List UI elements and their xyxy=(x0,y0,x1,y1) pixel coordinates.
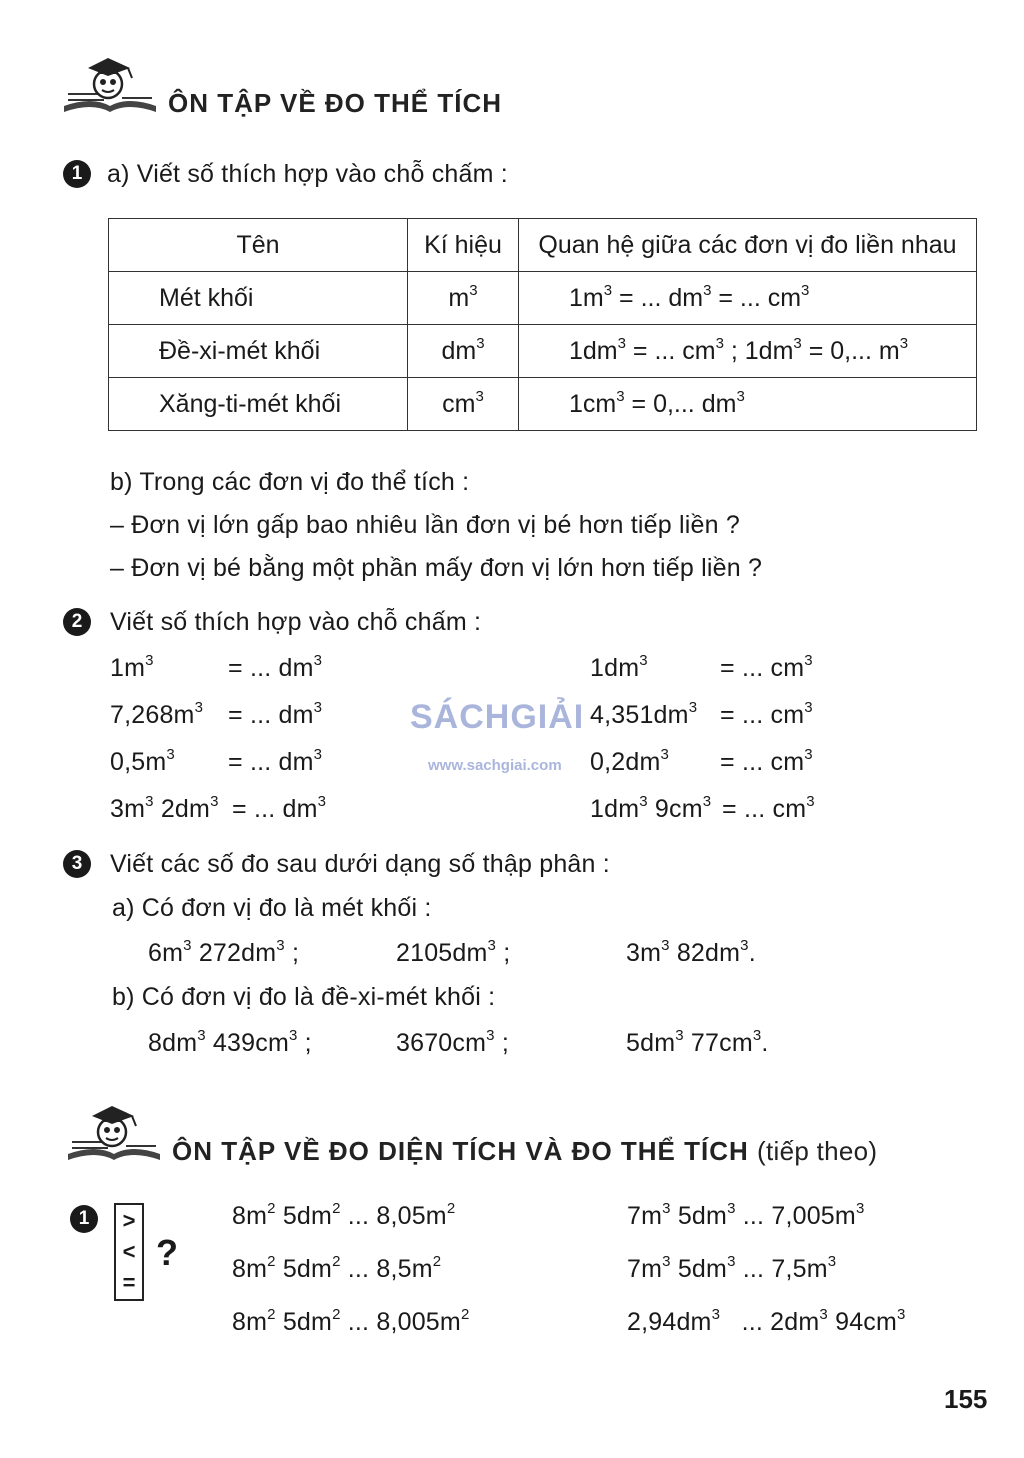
unit-symbol-cell: $dm^3$ xyxy=(408,325,519,378)
watermark-url: www.sachgiai.com xyxy=(428,757,562,774)
exercise-part-b-label: b) Trong các đơn vị đo thể tích : xyxy=(110,468,470,496)
conversion-item: $1m^3$ xyxy=(110,652,154,682)
greater-than-sign: > xyxy=(122,1208,136,1233)
table-header-cell: Quan hệ giữa các đơn vị đo liền nhau xyxy=(519,219,977,272)
conversion-answer: = ... $cm^3$ xyxy=(720,699,813,729)
conversion-item: $4,351dm^3$ xyxy=(590,699,698,729)
comparison-item: $8m^2$ $5dm^2$ ... $8,5m^2$ xyxy=(232,1253,442,1283)
question-mark: ? xyxy=(156,1232,178,1273)
table-row xyxy=(109,272,977,325)
conversion-answer: = ... $dm^3$ xyxy=(232,793,327,823)
unit-symbol-cell: $m^3$ xyxy=(408,272,519,325)
measurement-item: $2105dm^3$ ; xyxy=(396,937,511,967)
exercise-number-badge: 1 xyxy=(70,1205,98,1233)
conversion-item: $0,2dm^3$ xyxy=(590,746,670,776)
measurement-item: $5dm^3$ $77cm^3$. xyxy=(626,1027,769,1057)
unit-relation-cell: $1cm^3 = 0$,... $dm^3$ xyxy=(519,378,977,431)
exercise-question: – Đơn vị lớn gấp bao nhiêu lần đơn vị bé hơn tiếp liền ? xyxy=(110,511,740,539)
unit-name-cell: Đề-xi-mét khối xyxy=(109,325,408,378)
measurement-item: $3670cm^3$ ; xyxy=(396,1027,509,1057)
less-than-sign: < xyxy=(122,1239,136,1264)
conversion-answer: = ... $cm^3$ xyxy=(720,746,813,776)
scholar-mascot-icon xyxy=(62,54,158,116)
scholar-mascot-icon xyxy=(66,1102,162,1164)
exercise-instruction: Viết số thích hợp vào chỗ chấm : xyxy=(110,608,482,636)
table-row xyxy=(109,378,977,431)
page-number: 155 xyxy=(944,1384,988,1414)
watermark-logo: SÁCHGIẢI xyxy=(410,698,585,736)
exercise-instruction: a) Viết số thích hợp vào chỗ chấm : xyxy=(107,160,508,188)
conversion-answer: = ... $cm^3$ xyxy=(722,793,815,823)
conversion-item: $3m^3$ $2dm^3$ xyxy=(110,793,219,823)
conversion-item: $0,5m^3$ xyxy=(110,746,175,776)
conversion-item: $1dm^3$ xyxy=(590,652,648,682)
comparison-item: $8m^2$ $5dm^2$ ... $8,05m^2$ xyxy=(232,1200,456,1230)
comparison-signs-box xyxy=(114,1203,144,1301)
section-title: ÔN TẬP VỀ ĐO DIỆN TÍCH VÀ ĐO THỂ TÍCH (tiếp theo) xyxy=(172,1136,878,1166)
table-header-cell: Kí hiệu xyxy=(408,219,519,272)
exercise-number-badge: 3 xyxy=(63,850,91,878)
unit-name-cell: Xăng-ti-mét khối xyxy=(109,378,408,431)
exercise-part-b-label: b) Có đơn vị đo là đề-xi-mét khối : xyxy=(112,983,496,1011)
unit-symbol-cell: $cm^3$ xyxy=(408,378,519,431)
exercise-instruction: Viết các số đo sau dưới dạng số thập phân : xyxy=(110,850,610,878)
measurement-item: $3m^3$ $82dm^3$. xyxy=(626,937,756,967)
exercise-question: – Đơn vị bé bằng một phần mấy đơn vị lớn hơn tiếp liền ? xyxy=(110,554,763,582)
comparison-item: $7m^3$ $5dm^3$ ... $7,005m^3$ xyxy=(627,1200,865,1230)
table-row xyxy=(109,325,977,378)
conversion-item: $1dm^3$ $9cm^3$ xyxy=(590,793,712,823)
unit-relation-cell: $1m^3$ = ... $dm^3$ = ... $cm^3$ xyxy=(519,272,977,325)
unit-relation-cell: $1dm^3$ = ... $cm^3$ ; $1dm^3 = 0$,... $m^3$ xyxy=(519,325,977,378)
table-header-row xyxy=(109,219,977,272)
comparison-item: $2,94dm^3$ ... $2dm^3$ $94cm^3$ xyxy=(627,1306,906,1336)
conversion-answer: = ... $cm^3$ xyxy=(720,652,813,682)
section-title: ÔN TẬP VỀ ĐO THỂ TÍCH xyxy=(168,88,502,118)
measurement-item: $6m^3$ $272dm^3$ ; xyxy=(148,937,300,967)
unit-name-cell: Mét khối xyxy=(109,272,408,325)
measurement-item: $8dm^3$ $439cm^3$ ; xyxy=(148,1027,312,1057)
exercise-number-badge: 2 xyxy=(63,608,91,636)
comparison-item: $7m^3$ $5dm^3$ ... $7,5m^3$ xyxy=(627,1253,837,1283)
exercise-part-a-label: a) Có đơn vị đo là mét khối : xyxy=(112,894,432,922)
conversion-answer: = ... $dm^3$ xyxy=(228,652,323,682)
conversion-answer: = ... $dm^3$ xyxy=(228,746,323,776)
conversion-answer: = ... $dm^3$ xyxy=(228,699,323,729)
section-title-suffix: (tiếp theo) xyxy=(757,1136,878,1166)
volume-units-table xyxy=(108,218,977,431)
equals-sign: = xyxy=(122,1270,136,1295)
comparison-item: $8m^2$ $5dm^2$ ... $8,005m^2$ xyxy=(232,1306,470,1336)
exercise-number-badge: 1 xyxy=(63,160,91,188)
table-header-cell: Tên xyxy=(109,219,408,272)
conversion-item: $7,268m^3$ xyxy=(110,699,204,729)
